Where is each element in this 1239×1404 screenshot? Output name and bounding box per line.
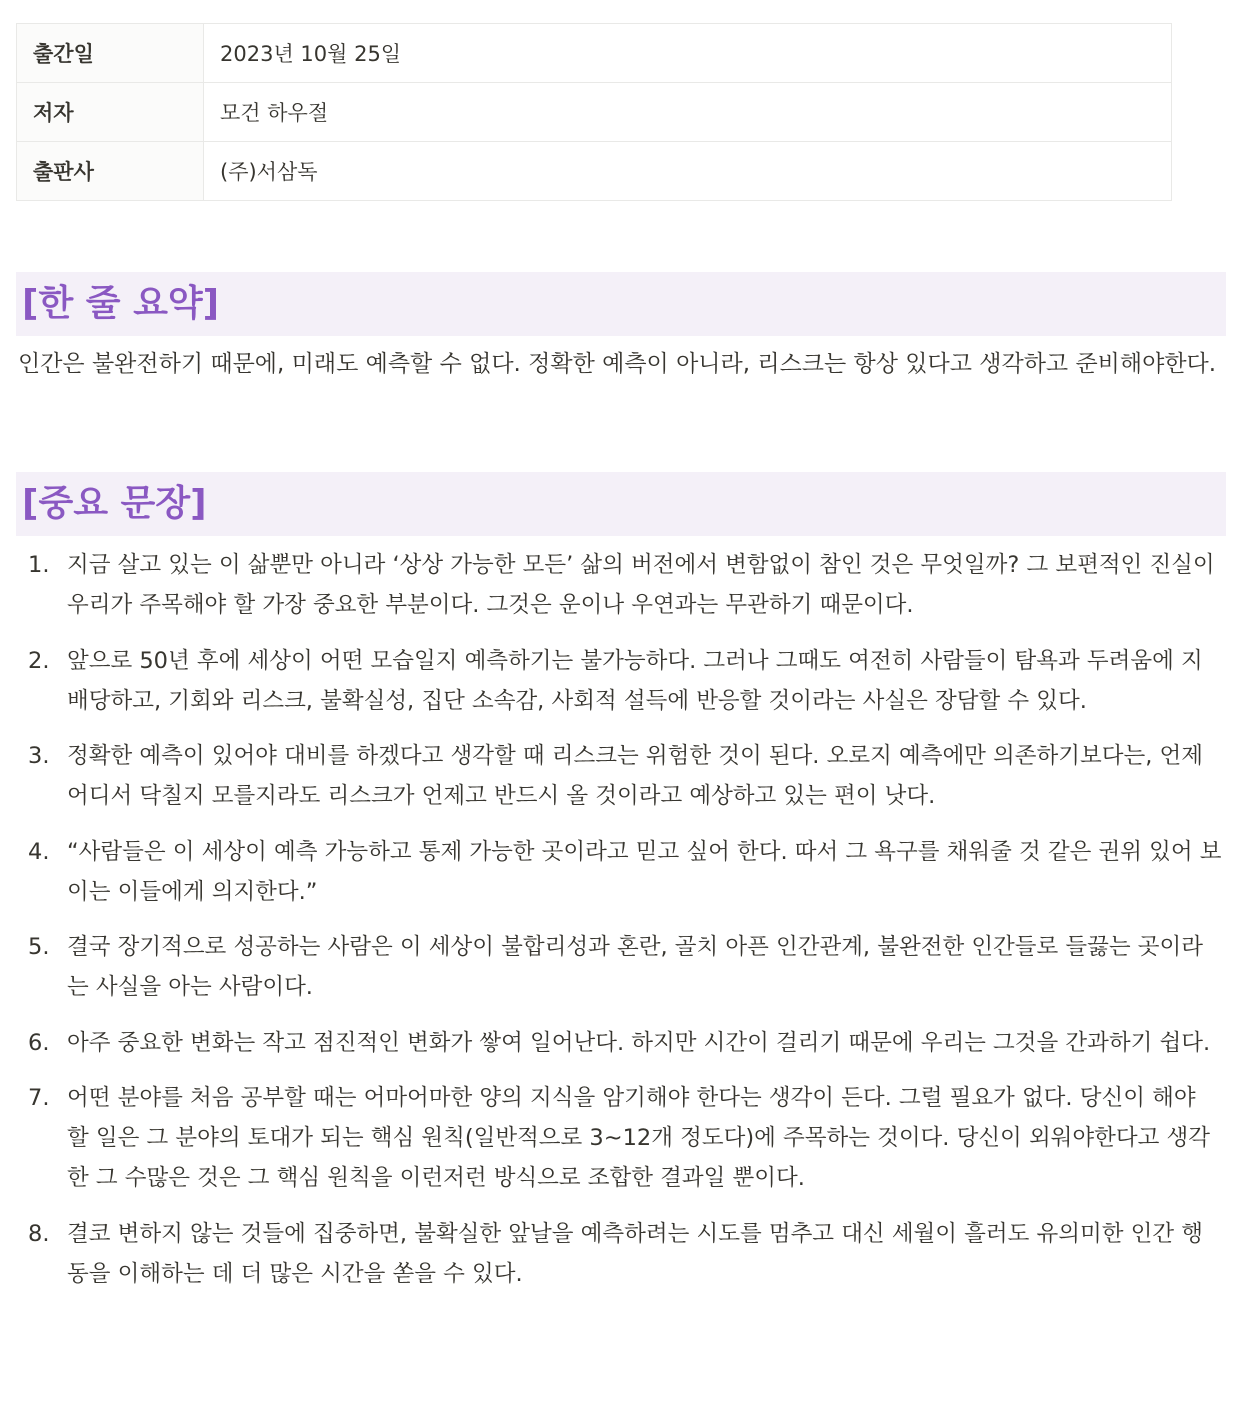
property-value-publish-date[interactable]: 2023년 10월 25일	[204, 24, 1172, 83]
list-item	[18, 736, 1224, 816]
summary-heading: [한 줄 요약]	[16, 272, 1226, 336]
property-row	[17, 83, 1172, 142]
list-item-text: 어떤 분야를 처음 공부할 때는 어마어마한 양의 지식을 암기해야 한다는 생각이 든다. 그럴 필요가 없다. 당신이 해야 할 일은 그 분야의 토대가 되는 핵심 원칙(일반적으로 3~12개 정도다)에 주목하는 것이다. 당신이 외워야한다고 생각한 그 수많은 것은 그 핵심 원칙을 이런저런 방식으로 조합한 결과일 뿐이다.	[67, 1085, 1210, 1191]
property-key-author: 저자	[17, 83, 204, 142]
quotes-list	[18, 545, 1224, 1309]
summary-text: 인간은 불완전하기 때문에, 미래도 예측할 수 없다. 정확한 예측이 아니라, 리스크는 항상 있다고 생각하고 준비해야한다.	[18, 351, 1217, 377]
list-item	[18, 1023, 1224, 1063]
list-item-number: 6.	[28, 1029, 50, 1056]
list-item-number: 7.	[28, 1085, 50, 1111]
list-item	[18, 1078, 1224, 1198]
property-key-publisher: 출판사	[17, 142, 204, 201]
property-row	[17, 24, 1172, 83]
property-key-publish-date: 출간일	[17, 24, 204, 83]
list-item	[18, 832, 1224, 912]
list-item-number: 5.	[28, 934, 50, 960]
property-row	[17, 142, 1172, 201]
quotes-heading: [중요 문장]	[16, 472, 1226, 536]
list-item-text: “사람들은 이 세상이 예측 가능하고 통제 가능한 곳이라고 믿고 싶어 한다. 따서 그 욕구를 채워줄 것 같은 권위 있어 보이는 이들에게 의지한다.”	[67, 838, 1222, 905]
list-item-number: 8.	[28, 1220, 50, 1247]
list-item-number: 3.	[28, 743, 50, 769]
list-item	[18, 641, 1224, 721]
list-item	[18, 545, 1224, 625]
list-item-text: 결국 장기적으로 성공하는 사람은 이 세상이 불합리성과 혼란, 골치 아픈 인간관계, 불완전한 인간들로 들끓는 곳이라는 사실을 아는 사람이다.	[67, 934, 1203, 1000]
property-value-author[interactable]: 모건 하우절	[204, 83, 1172, 142]
list-item-text: 앞으로 50년 후에 세상이 어떤 모습일지 예측하기는 불가능하다. 그러나 그때도 여전히 사람들이 탐욕과 두려움에 지배당하고, 기회와 리스크, 불확실성, 집단 소속감, 사회적 설득에 반응할 것이라는 사실은 장담할 수 있다.	[67, 647, 1203, 714]
list-item-text: 지금 살고 있는 이 삶뿐만 아니라 ‘상상 가능한 모든’ 삶의 버전에서 변함없이 참인 것은 무엇일까? 그 보편적인 진실이 우리가 주목해야 할 가장 중요한 부분이다. 그것은 운이나 우연과는 무관하기 때문이다.	[67, 552, 1215, 618]
list-item-text: 아주 중요한 변화는 작고 점진적인 변화가 쌓여 일어난다. 하지만 시간이 걸리기 때문에 우리는 그것을 간과하기 쉽다.	[67, 1029, 1211, 1056]
list-item	[18, 927, 1224, 1007]
list-item-number: 1.	[28, 552, 50, 578]
list-item	[18, 1214, 1224, 1294]
list-item-number: 4.	[28, 838, 50, 865]
list-item-text: 정확한 예측이 있어야 대비를 하겠다고 생각할 때 리스크는 위험한 것이 된다. 오로지 예측에만 의존하기보다는, 언제 어디서 닥칠지 모를지라도 리스크가 언제고 반드시 올 것이라고 예상하고 있는 편이 낫다.	[67, 743, 1203, 809]
properties-table	[16, 23, 1172, 201]
list-item-text: 결코 변하지 않는 것들에 집중하면, 불확실한 앞날을 예측하려는 시도를 멈추고 대신 세월이 흘러도 유의미한 인간 행동을 이해하는 데 더 많은 시간을 쏟을 수 있다.	[67, 1220, 1203, 1287]
list-item-number: 2.	[28, 647, 50, 674]
property-value-publisher[interactable]: (주)서삼독	[204, 142, 1172, 201]
